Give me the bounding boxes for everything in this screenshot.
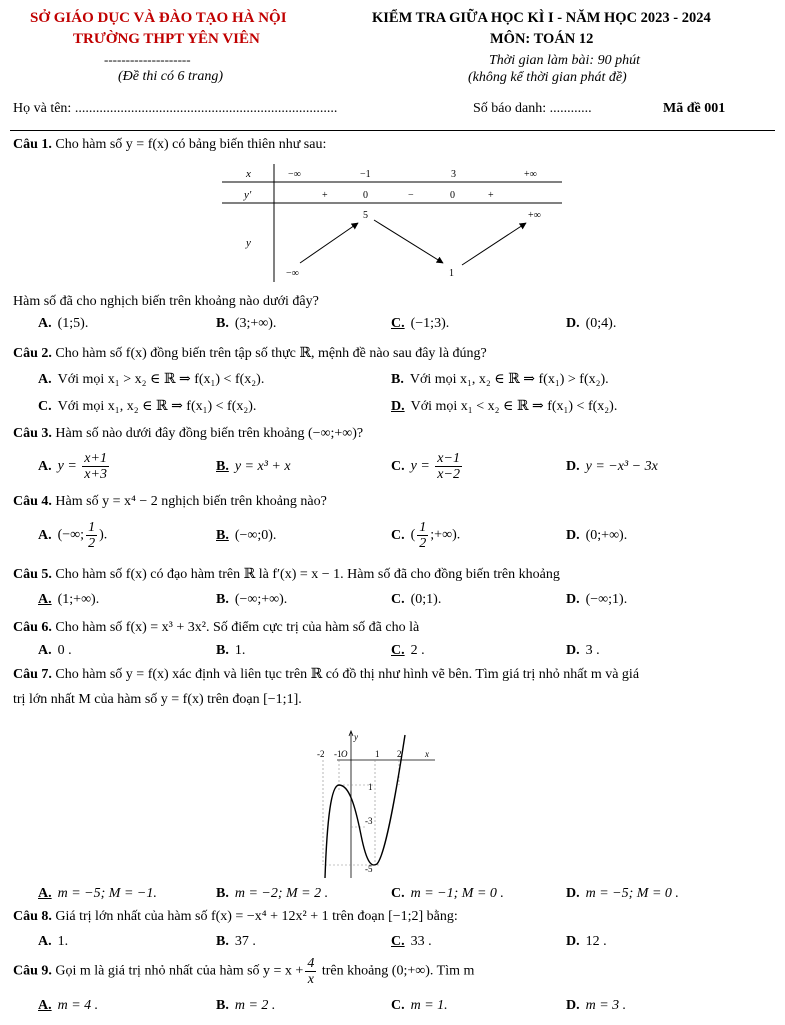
sign-3: 0 <box>450 190 455 201</box>
table-y-label: y <box>246 237 251 249</box>
sign-0: + <box>322 190 328 201</box>
exam-time: Thời gian làm bài: 90 phút <box>489 53 640 68</box>
question-9: Câu 9. Gọi m là giá trị nhỏ nhất của hàm số y = x + $\frac{4}{x}$ trên khoảng (0;+∞). Tìm m <box>13 956 475 987</box>
q3-option-d[interactable]: D. y = −x³ − 3x <box>566 459 658 474</box>
q7-option-d[interactable]: D. m = −5; M = 0 . <box>566 886 679 901</box>
q5-option-b[interactable]: B. (−∞;+∞). <box>216 592 288 607</box>
q8-option-d[interactable]: D. 12 . <box>566 934 607 949</box>
arrow-up-1 <box>300 223 358 263</box>
q5-option-d[interactable]: D. (−∞;1). <box>566 592 628 607</box>
q8-option-c[interactable]: C. 33 . <box>391 934 432 949</box>
origin-label: O <box>341 749 348 759</box>
question-1-text: Cho hàm số y = f(x) có bảng biến thiên như sau: <box>55 137 327 152</box>
sign-4: + <box>488 190 494 201</box>
variation-table <box>222 160 567 285</box>
question-2: Câu 2. Cho hàm số f(x) đồng biến trên tập số thực ℝ, mệnh đề nào sau đây là đúng? <box>13 346 487 361</box>
q8-option-a[interactable]: A. 1. <box>38 934 69 949</box>
function-graph <box>305 730 435 880</box>
x-val-2: 3 <box>451 169 456 180</box>
q3-option-c[interactable]: C. y = $\frac{x-1}{x-2}$ <box>391 451 460 482</box>
exam-title: KIỂM TRA GIỮA HỌC KÌ I - NĂM HỌC 2023 - 2024 <box>372 10 711 26</box>
x-tick--1: -1 <box>334 749 342 759</box>
q6-option-a[interactable]: A. 0 . <box>38 643 72 658</box>
q2-option-b[interactable]: B. Với mọi x₁, x₂ ∈ ℝ ⇒ f(x₁) > f(x₂). <box>391 372 609 387</box>
y-val-max: 5 <box>363 210 368 221</box>
q9-option-a[interactable]: A. m = 4 . <box>38 998 99 1013</box>
question-7-line2: trị lớn nhất M của hàm số y = f(x) trên đoạn [−1;1]. <box>13 692 302 707</box>
q1-option-b[interactable]: B. (3;+∞). <box>216 316 277 331</box>
student-name-field[interactable]: Họ và tên: ........................................................................... <box>13 101 338 116</box>
q4-option-b[interactable]: B. (−∞;0). <box>216 528 277 543</box>
q7-option-a[interactable]: A. m = −5; M = −1. <box>38 886 157 901</box>
q9-option-c[interactable]: C. m = 1. <box>391 998 448 1013</box>
q5-option-a[interactable]: A. (1;+∞). <box>38 592 100 607</box>
q9-option-d[interactable]: D. m = 3 . <box>566 998 627 1013</box>
y-axis-label: y <box>354 732 358 742</box>
q5-option-c[interactable]: C. (0;1). <box>391 592 442 607</box>
exam-code: Mã đề 001 <box>663 101 726 116</box>
q9-option-b[interactable]: B. m = 2 . <box>216 998 276 1013</box>
sign-1: 0 <box>363 190 368 201</box>
student-id-field[interactable]: Số báo danh: ............ <box>473 101 592 116</box>
q6-option-b[interactable]: B. 1. <box>216 643 246 658</box>
q1-option-d[interactable]: D. (0;4). <box>566 316 617 331</box>
x-val-0: −∞ <box>288 169 301 180</box>
q2-option-d[interactable]: D. Với mọi x₁ < x₂ ∈ ℝ ⇒ f(x₁) < f(x₂). <box>391 399 618 414</box>
sign-2: − <box>408 190 414 201</box>
q1-option-a[interactable]: A. (1;5). <box>38 316 89 331</box>
question-1-label: Câu 1. <box>13 137 52 152</box>
question-5: Câu 5. Cho hàm số f(x) có đạo hàm trên ℝ là f′(x) = x − 1. Hàm số đã cho đồng biến trên khoảng <box>13 567 560 582</box>
q6-option-d[interactable]: D. 3 . <box>566 643 600 658</box>
question-1-prompt: Hàm số đã cho nghịch biến trên khoảng nào dưới đây? <box>13 294 319 309</box>
pages-note: (Đề thi có 6 trang) <box>118 69 223 84</box>
arrow-up-2 <box>462 223 526 265</box>
q1-option-c[interactable]: C. (−1;3). <box>391 316 450 331</box>
x-axis-label: x <box>425 749 429 759</box>
q3-option-b[interactable]: B. y = x³ + x <box>216 459 291 474</box>
question-3: Câu 3. Hàm số nào dưới đây đồng biến trên khoảng (−∞;+∞)? <box>13 426 364 441</box>
x-tick--2: -2 <box>317 749 325 759</box>
q3-option-a[interactable]: A. y = $\frac{x+1}{x+3}$ <box>38 451 107 482</box>
q2-option-c[interactable]: C. Với mọi x₁, x₂ ∈ ℝ ⇒ f(x₁) < f(x₂). <box>38 399 257 414</box>
header-dashes: -------------------- <box>104 52 191 67</box>
school-name: TRƯỜNG THPT YÊN VIÊN <box>73 31 260 47</box>
q2-option-a[interactable]: A. Với mọi x₁ > x₂ ∈ ℝ ⇒ f(x₁) < f(x₂). <box>38 372 265 387</box>
question-7: Câu 7. Cho hàm số y = f(x) xác định và liên tục trên ℝ có đồ thị như hình vẽ bên. Tìm giá trị nhỏ nhất m và giá <box>13 667 640 682</box>
q7-option-c[interactable]: C. m = −1; M = 0 . <box>391 886 504 901</box>
x-val-3: +∞ <box>524 169 537 180</box>
question-6: Câu 6. Cho hàm số f(x) = x³ + 3x². Số điểm cực trị của hàm số đã cho là <box>13 620 420 635</box>
q4-option-c[interactable]: C. ( $\frac{1}{2}$ ;+∞). <box>391 520 461 551</box>
arrow-down <box>374 220 443 263</box>
y-tick--5: -5 <box>365 864 373 874</box>
q4-option-a[interactable]: A. (−∞; $\frac{1}{2}$ ). <box>38 520 108 551</box>
y-tick--3: -3 <box>365 816 373 826</box>
q4-option-d[interactable]: D. (0;+∞). <box>566 528 628 543</box>
q7-option-b[interactable]: B. m = −2; M = 2 . <box>216 886 329 901</box>
question-8: Câu 8. Giá trị lớn nhất của hàm số f(x) = −x⁴ + 12x² + 1 trên đoạn [−1;2] bằng: <box>13 909 458 924</box>
y-tick-1: 1 <box>368 782 373 792</box>
y-val-minus-inf: −∞ <box>286 268 299 279</box>
x-val-1: −1 <box>360 169 371 180</box>
question-1 <box>13 137 326 153</box>
q8-option-b[interactable]: B. 37 . <box>216 934 256 949</box>
subject: MÔN: TOÁN 12 <box>490 31 594 47</box>
question-4: Câu 4. Hàm số y = x⁴ − 2 nghịch biến trên khoảng nào? <box>13 494 327 509</box>
table-yp-label: y' <box>244 189 252 201</box>
y-val-plus-inf: +∞ <box>528 210 541 221</box>
time-note: (không kể thời gian phát đề) <box>468 70 627 85</box>
y-val-min: 1 <box>449 268 454 279</box>
department-name: SỞ GIÁO DỤC VÀ ĐÀO TẠO HÀ NỘI <box>30 10 287 26</box>
table-x-label: x <box>246 168 251 180</box>
q6-option-c[interactable]: C. 2 . <box>391 643 425 658</box>
header-divider <box>10 130 775 131</box>
x-tick-2: 2 <box>397 749 402 759</box>
x-tick-1: 1 <box>375 749 380 759</box>
